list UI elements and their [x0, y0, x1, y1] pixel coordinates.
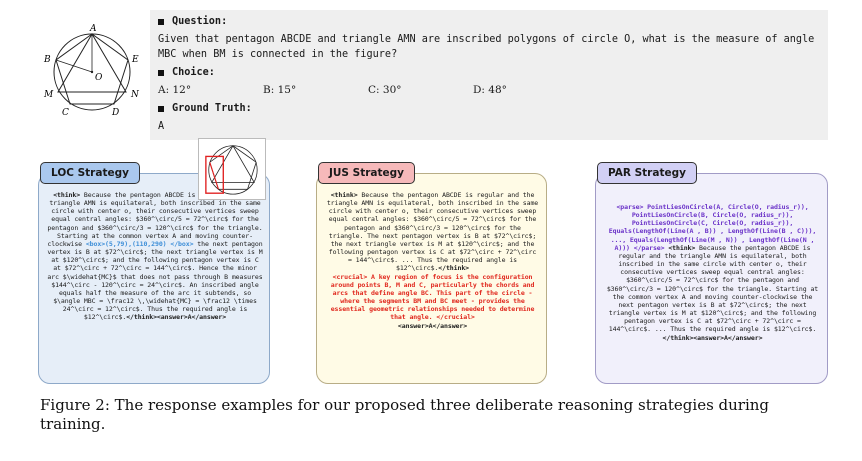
loc-reasoning-part1: Because the pentagon ABCDE is regular and the triangle AMN is equilateral, both inscribed in the same circle with center o, their consecutive vertices sweep equal central angles: $360^\circ/5 = 72^\circ$ for the pentagon and $360^\circ/3 = 120^\circ$ for the triangle. Starting at the common vertex A and moving counter-clockwise	[47, 191, 263, 248]
par-answer: </think><answer>A</answer>	[662, 333, 763, 342]
label-c: C	[62, 108, 69, 118]
jus-answer: <answer>A</answer>	[397, 321, 468, 330]
think-close-tag: </think>	[438, 264, 469, 273]
jus-strategy-response	[325, 191, 540, 330]
question-panel	[150, 10, 828, 140]
figure-caption: Figure 2: The response examples for our proposed three deliberate reasoning strategies during training.	[40, 396, 770, 433]
label-m: M	[44, 90, 54, 100]
ground-truth-heading: Ground Truth:	[172, 103, 252, 114]
label-d: D	[112, 108, 120, 118]
think-open-tag: <think>	[664, 243, 696, 252]
par-reasoning: Because the pentagon ABCDE is regular and the triangle AMN is equilateral, both inscribed in the same circle with center o, their consecutive vertices sweep equal central angles: $360^\circ/5 = 72^\circ$ for the pentagon and $360^\circ/3 = 120^\circ$ for the triangle. Starting at the common vertex A and moving counter-clockwise the next pentagon vertex is B at $72^\circ$; the next triangle vertex is M at $120^\circ$; and the following pentagon vertex is C at $72^\circ + 72^\circ = 144^\circ$. ... Thus the required angle is $12^\circ$.	[606, 243, 819, 334]
loc-strategy-card	[38, 167, 270, 384]
loc-strategy-title: LOC Strategy	[40, 162, 140, 184]
bullet-square-icon	[158, 106, 164, 112]
bullet-square-icon	[158, 19, 164, 25]
label-a: A	[90, 24, 97, 34]
jus-strategy-title: JUS Strategy	[318, 162, 415, 184]
choice-a: A: 12°	[158, 84, 192, 96]
par-strategy-card	[595, 167, 828, 384]
bullet-square-icon	[158, 70, 164, 76]
loc-box-coordinates: <box>(5,79),(110,290) </box>	[85, 239, 194, 248]
jus-crucial-justification: <crucial> A key region of focus is the configuration around points B, M and C, particularly the chords and arcs that define angle BC. This part of the circle - where the segments BM and BC meet - provides the essential geometric relationships needed to determine that angle. </crucial>	[330, 272, 535, 322]
par-parse-block: <parse> PointLiesOnCircle(A, Circle(O, radius_r)), PointLiesOnCircle(B, Circle(O, radius_r)), PointLiesOnCircle(C, Circle(O, radius_r)), Equals(LengthOf(Line(A , B)) , LengthOf(Line(B , C))), ..., Equals(LengthOf(Line(M , N)) , LengthOf(Line(N , A))) </parse>	[608, 203, 817, 252]
par-strategy-title: PAR Strategy	[597, 162, 697, 184]
choice-list	[158, 83, 820, 98]
loc-reasoning-part2: the next pentagon vertex is B at $72^\circ$; the next triangle vertex is M at $120^\circ$; and the following pentagon vertex is C at $72^\circ + 72^\circ = 144^\circ$. Hence the minor arc $\widehat{MC}$ that does not pass through B measures $144^\circ - 120^\circ = 24^\circ$. An inscribed angle equals half the measure of the arc it subtends, so $\angle MBC = \frac12 \,\widehat{MC} = \frac12 \times 24^\circ = 12^\circ$. Thus the required angle is $12^\circ$.	[47, 239, 263, 322]
question-heading: Question:	[172, 16, 228, 27]
think-open-tag: <think>	[330, 191, 358, 199]
think-open-tag: <think>	[53, 191, 81, 199]
loc-strategy-response	[47, 191, 263, 322]
jus-strategy-card	[316, 167, 547, 384]
choice-d: D: 48°	[473, 84, 507, 96]
label-e: E	[132, 55, 139, 65]
choice-heading: Choice:	[172, 67, 215, 78]
jus-reasoning: Because the pentagon ABCDE is regular and the triangle AMN is equilateral, both inscribed in the same circle with center o, their consecutive vertices sweep equal central angles: $360^\circ/5 = 72^\circ$ for the pentagon and $360^\circ/3 = 120^\circ$ for the triangle. The next pentagon vertex is B at $72^\circ$; the next triangle vertex is M at $120^\circ$; and the following pentagon vertex is C at $72^\circ + 72^\circ = 144^\circ$. ... Thus the required angle is $12^\circ$.	[326, 191, 539, 273]
loc-answer: </think><answer>A</answer>	[126, 313, 227, 322]
label-n: N	[131, 90, 139, 100]
choice-c: C: 30°	[368, 84, 402, 96]
localized-region-thumbnail	[198, 138, 266, 200]
label-b: B	[44, 55, 51, 65]
question-text: Given that pentagon ABCDE and triangle AMN are inscribed polygons of circle O, what is the measure of angle MBC when BM is connected in the figure?	[158, 34, 815, 60]
par-strategy-response	[604, 203, 821, 342]
label-o: O	[95, 73, 103, 83]
ground-truth-value: A	[158, 121, 165, 132]
choice-b: B: 15°	[263, 84, 297, 96]
geometry-diagram	[40, 22, 148, 120]
